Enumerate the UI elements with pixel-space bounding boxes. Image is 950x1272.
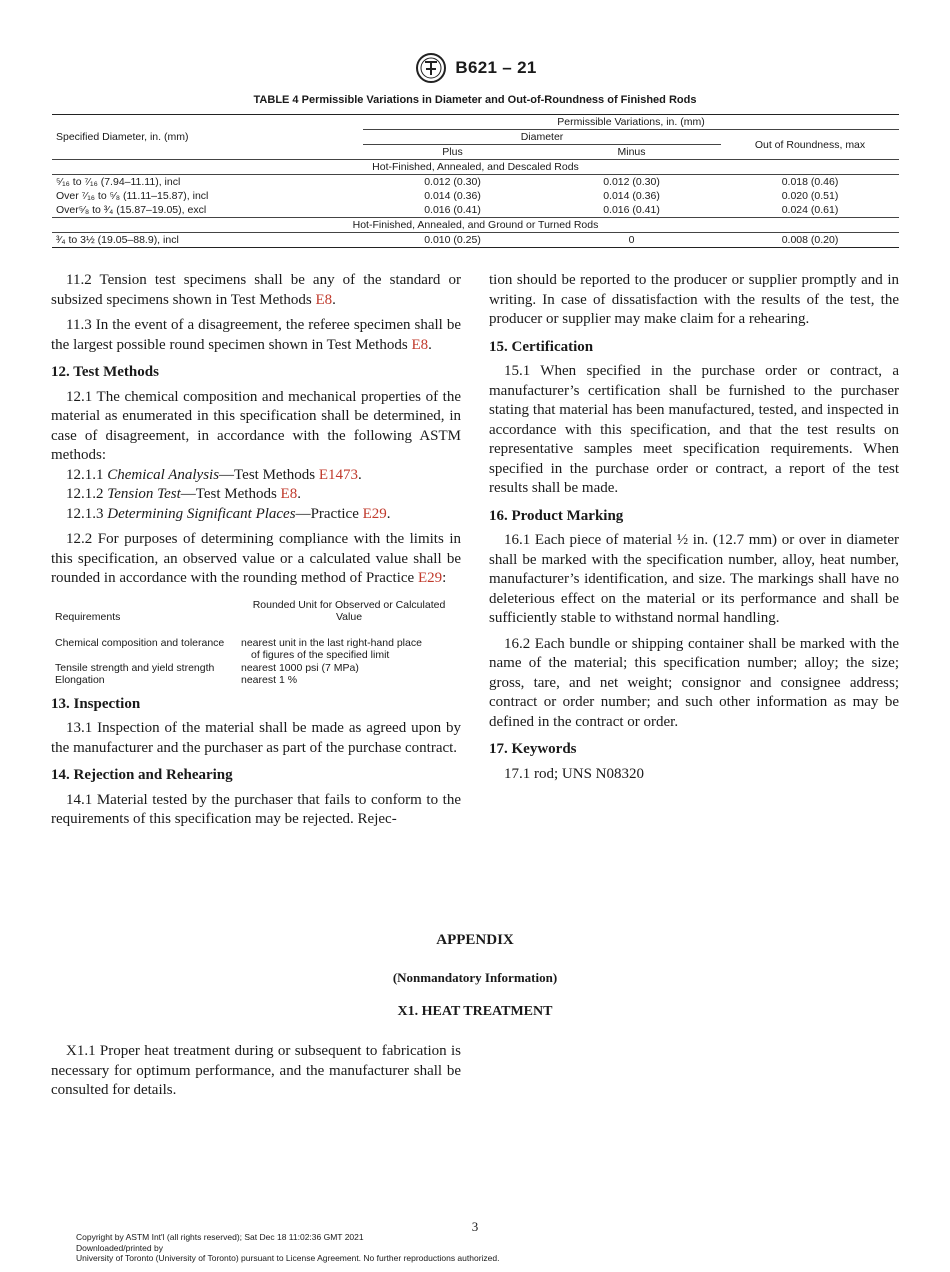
cell-plus: 0.016 (0.41) [363, 203, 542, 218]
col-rounded-unit-header: Rounded Unit for Observed or Calculated Value [252, 598, 446, 623]
col-specified-header: Specified Diameter, in. (mm) [52, 115, 363, 160]
text: 12.1.3 [66, 505, 108, 522]
text: . [332, 291, 336, 308]
cell-oor: 0.020 (0.51) [781, 190, 839, 202]
text: Chemical Analysis [107, 466, 220, 483]
paragraph-14-1-continued: tion should be reported to the producer or supplier promptly and in writing. In case of dissatisfaction with the results of the test, the producer or supplier may make claim for a rehearing. [489, 272, 899, 327]
paragraph-17-1: 17.1 rod; UNS N08320 [504, 765, 645, 782]
text: —Test Methods [219, 466, 319, 483]
col-minus-header: Minus [542, 145, 721, 160]
table-section-label: Hot-Finished, Annealed, and Ground or Turned Rods [52, 218, 899, 233]
paragraph-11-3 [51, 316, 461, 355]
paragraph-11-2 [51, 271, 461, 310]
text: 12.2 For purposes of determining compliance with the limits in this specification, an observed value or a calculated value shall be rounded in accordance with the rounding method of Practice [51, 531, 461, 586]
section-heading-17: 17. Keywords [489, 741, 577, 757]
appendix-subtitle: (Nonmandatory Information) [392, 970, 558, 985]
table-caption: TABLE 4 Permissible Variations in Diameter and Out-of-Roundness of Finished Rods [253, 94, 697, 106]
cell-minus: 0.014 (0.36) [603, 190, 660, 202]
cell-requirement: Elongation [55, 674, 105, 686]
text: : [442, 570, 447, 586]
paragraph-12-1: 12.1 The chemical composition and mechanical properties of the material as enumerated in this specification shall be determined, in case of disagreement, in accordance with the following ASTM methods: [51, 388, 461, 463]
cell-unit: nearest 1 % [241, 674, 298, 686]
page-header [0, 52, 950, 84]
table-row [52, 203, 899, 218]
text: Determining Significant Places [107, 505, 296, 522]
cell-minus: 0 [542, 233, 721, 248]
cell-spec: ³⁄₄ to 3½ (19.05–88.9), incl [52, 233, 363, 248]
cell-minus: 0.012 (0.30) [603, 176, 660, 188]
cell-unit: nearest 1000 psi (7 MPa) [241, 661, 359, 674]
e1473-link[interactable]: E1473 [318, 466, 358, 483]
cell-oor: 0.008 (0.20) [721, 233, 899, 248]
col-requirements-header: Requirements [55, 611, 121, 623]
col-permissible-header: Permissible Variations, in. (mm) [363, 115, 899, 130]
text: nearest unit in the last right-hand place [241, 636, 422, 649]
cell-spec: Over ⁷⁄₁₆ to ⁵⁄₈ (11.11–15.87), incl [56, 190, 209, 202]
cell-plus: 0.010 (0.25) [363, 233, 542, 248]
left-column [51, 271, 461, 830]
text: of figures of the specified limit [251, 649, 390, 661]
table-row [52, 233, 899, 248]
cell-oor: 0.024 (0.61) [721, 203, 899, 218]
table-row [52, 175, 899, 190]
footer-line: University of Toronto (University of Toronto) pursuant to License Agreement. No further reproductions authorized. [76, 1253, 500, 1263]
astm-logo-icon [413, 52, 449, 84]
rounding-table [51, 599, 461, 687]
paragraph-16-1: 16.1 Each piece of material ½ in. (12.7 mm) or over in diameter shall be marked with the specification number, alloy, heat number, manufacturer’s identification, and size. The markings shall have no deleterious effect on the material or its performance and shall be sufficiently stable to withstand normal handling. [489, 532, 899, 626]
col-diameter-header: Diameter [363, 130, 721, 145]
section-heading-14: 14. Rejection and Rehearing [51, 767, 233, 783]
cell-spec: Over⁵⁄₈ to ³⁄₄ (15.87–19.05), excl [52, 203, 363, 218]
right-column [489, 271, 899, 784]
text: —Test Methods [180, 486, 281, 502]
footer-line: Downloaded/printed by [76, 1242, 163, 1253]
text: . [358, 466, 362, 483]
cell-unit [237, 637, 461, 662]
e29-link[interactable]: E29 [362, 505, 387, 522]
paragraph-12-1-3 [51, 505, 461, 525]
paragraph-13-1: 13.1 Inspection of the material shall be made as agreed upon by the manufacturer and the purchaser as part of the purchase contract. [51, 720, 461, 756]
table-row [51, 637, 461, 662]
cell-spec: ⁵⁄₁₆ to ⁷⁄₁₆ (7.94–11.11), incl [56, 176, 181, 188]
appendix-section-heading: X1. HEAT TREATMENT [397, 1004, 553, 1019]
paragraph-x1-1: X1.1 Proper heat treatment during or subsequent to fabrication is necessary for optimum performance, and the manufacturer shall be consulted for details. [51, 1043, 461, 1098]
table-row [52, 189, 899, 203]
cell-oor: 0.018 (0.46) [781, 176, 839, 188]
text: —Practice [295, 505, 363, 522]
table-row [51, 674, 461, 687]
text: . [428, 336, 432, 353]
e8-link[interactable]: E8 [280, 486, 298, 502]
text: 12.1.2 [66, 486, 108, 502]
e8-link[interactable]: E8 [411, 336, 429, 353]
paragraph-12-1-2 [51, 485, 461, 505]
text: 11.2 Tension test specimens shall be any of the standard or subsized specimens shown in Test Methods [51, 272, 461, 308]
paragraph-12-2 [51, 530, 461, 589]
appendix-title: APPENDIX [436, 932, 514, 948]
text: 12.1.1 [66, 466, 108, 483]
text: 11.3 In the event of a disagreement, the referee specimen shall be the largest possible round specimen shown in Test Methods [51, 317, 461, 353]
paragraph-16-2: 16.2 Each bundle or shipping container shall be marked with the name of the material; this specification number; alloy; the size; gross, tare, and net weight; consignor and consignee address; contract or order number; and such other information as may be defined in the contract or order. [489, 635, 899, 730]
cell-plus: 0.012 (0.30) [424, 176, 481, 188]
copyright-footer [76, 1232, 500, 1264]
text: . [386, 505, 391, 522]
e29-link[interactable]: E29 [417, 570, 443, 586]
section-heading-13: 13. Inspection [51, 695, 141, 712]
section-heading-15: 15. Certification [489, 338, 594, 355]
footer-line: Copyright by ASTM Int'l (all rights reserved); Sat Dec 18 11:02:36 GMT 2021 [76, 1232, 364, 1242]
cell-requirement: Tensile strength and yield strength [55, 661, 215, 674]
appendix-body [51, 1042, 461, 1101]
section-heading-16: 16. Product Marking [489, 507, 624, 524]
cell-requirement: Chemical composition and tolerance [55, 636, 225, 649]
cell-plus: 0.014 (0.36) [424, 190, 481, 202]
page-number: 3 [471, 1219, 479, 1234]
table-row [51, 662, 461, 675]
col-plus-header: Plus [363, 145, 542, 160]
text: . [297, 486, 301, 502]
table-section-label: Hot-Finished, Annealed, and Descaled Rods [52, 160, 899, 175]
cell-minus: 0.016 (0.41) [542, 203, 721, 218]
paragraph-14-1: 14.1 Material tested by the purchaser that fails to conform to the requirements of this specification may be rejected. Rejec- [51, 791, 461, 827]
standard-id: B621 – 21 [455, 58, 537, 77]
text: Tension Test [107, 486, 181, 502]
variations-table [52, 114, 899, 248]
col-oor-header: Out of Roundness, max [721, 130, 899, 160]
e8-link[interactable]: E8 [315, 291, 333, 308]
paragraph-12-1-1 [51, 466, 461, 486]
section-heading-12: 12. Test Methods [51, 364, 159, 380]
paragraph-15-1: 15.1 When specified in the purchase order or contract, a manufacturer’s certification shall be furnished to the purchaser stating that material has been manufactured, tested, and inspected in accordance with this specification, and that the test results on representative samples meet specification requirements. When specified in the purchase order or contract, a report of the test results shall be made. [489, 363, 899, 496]
